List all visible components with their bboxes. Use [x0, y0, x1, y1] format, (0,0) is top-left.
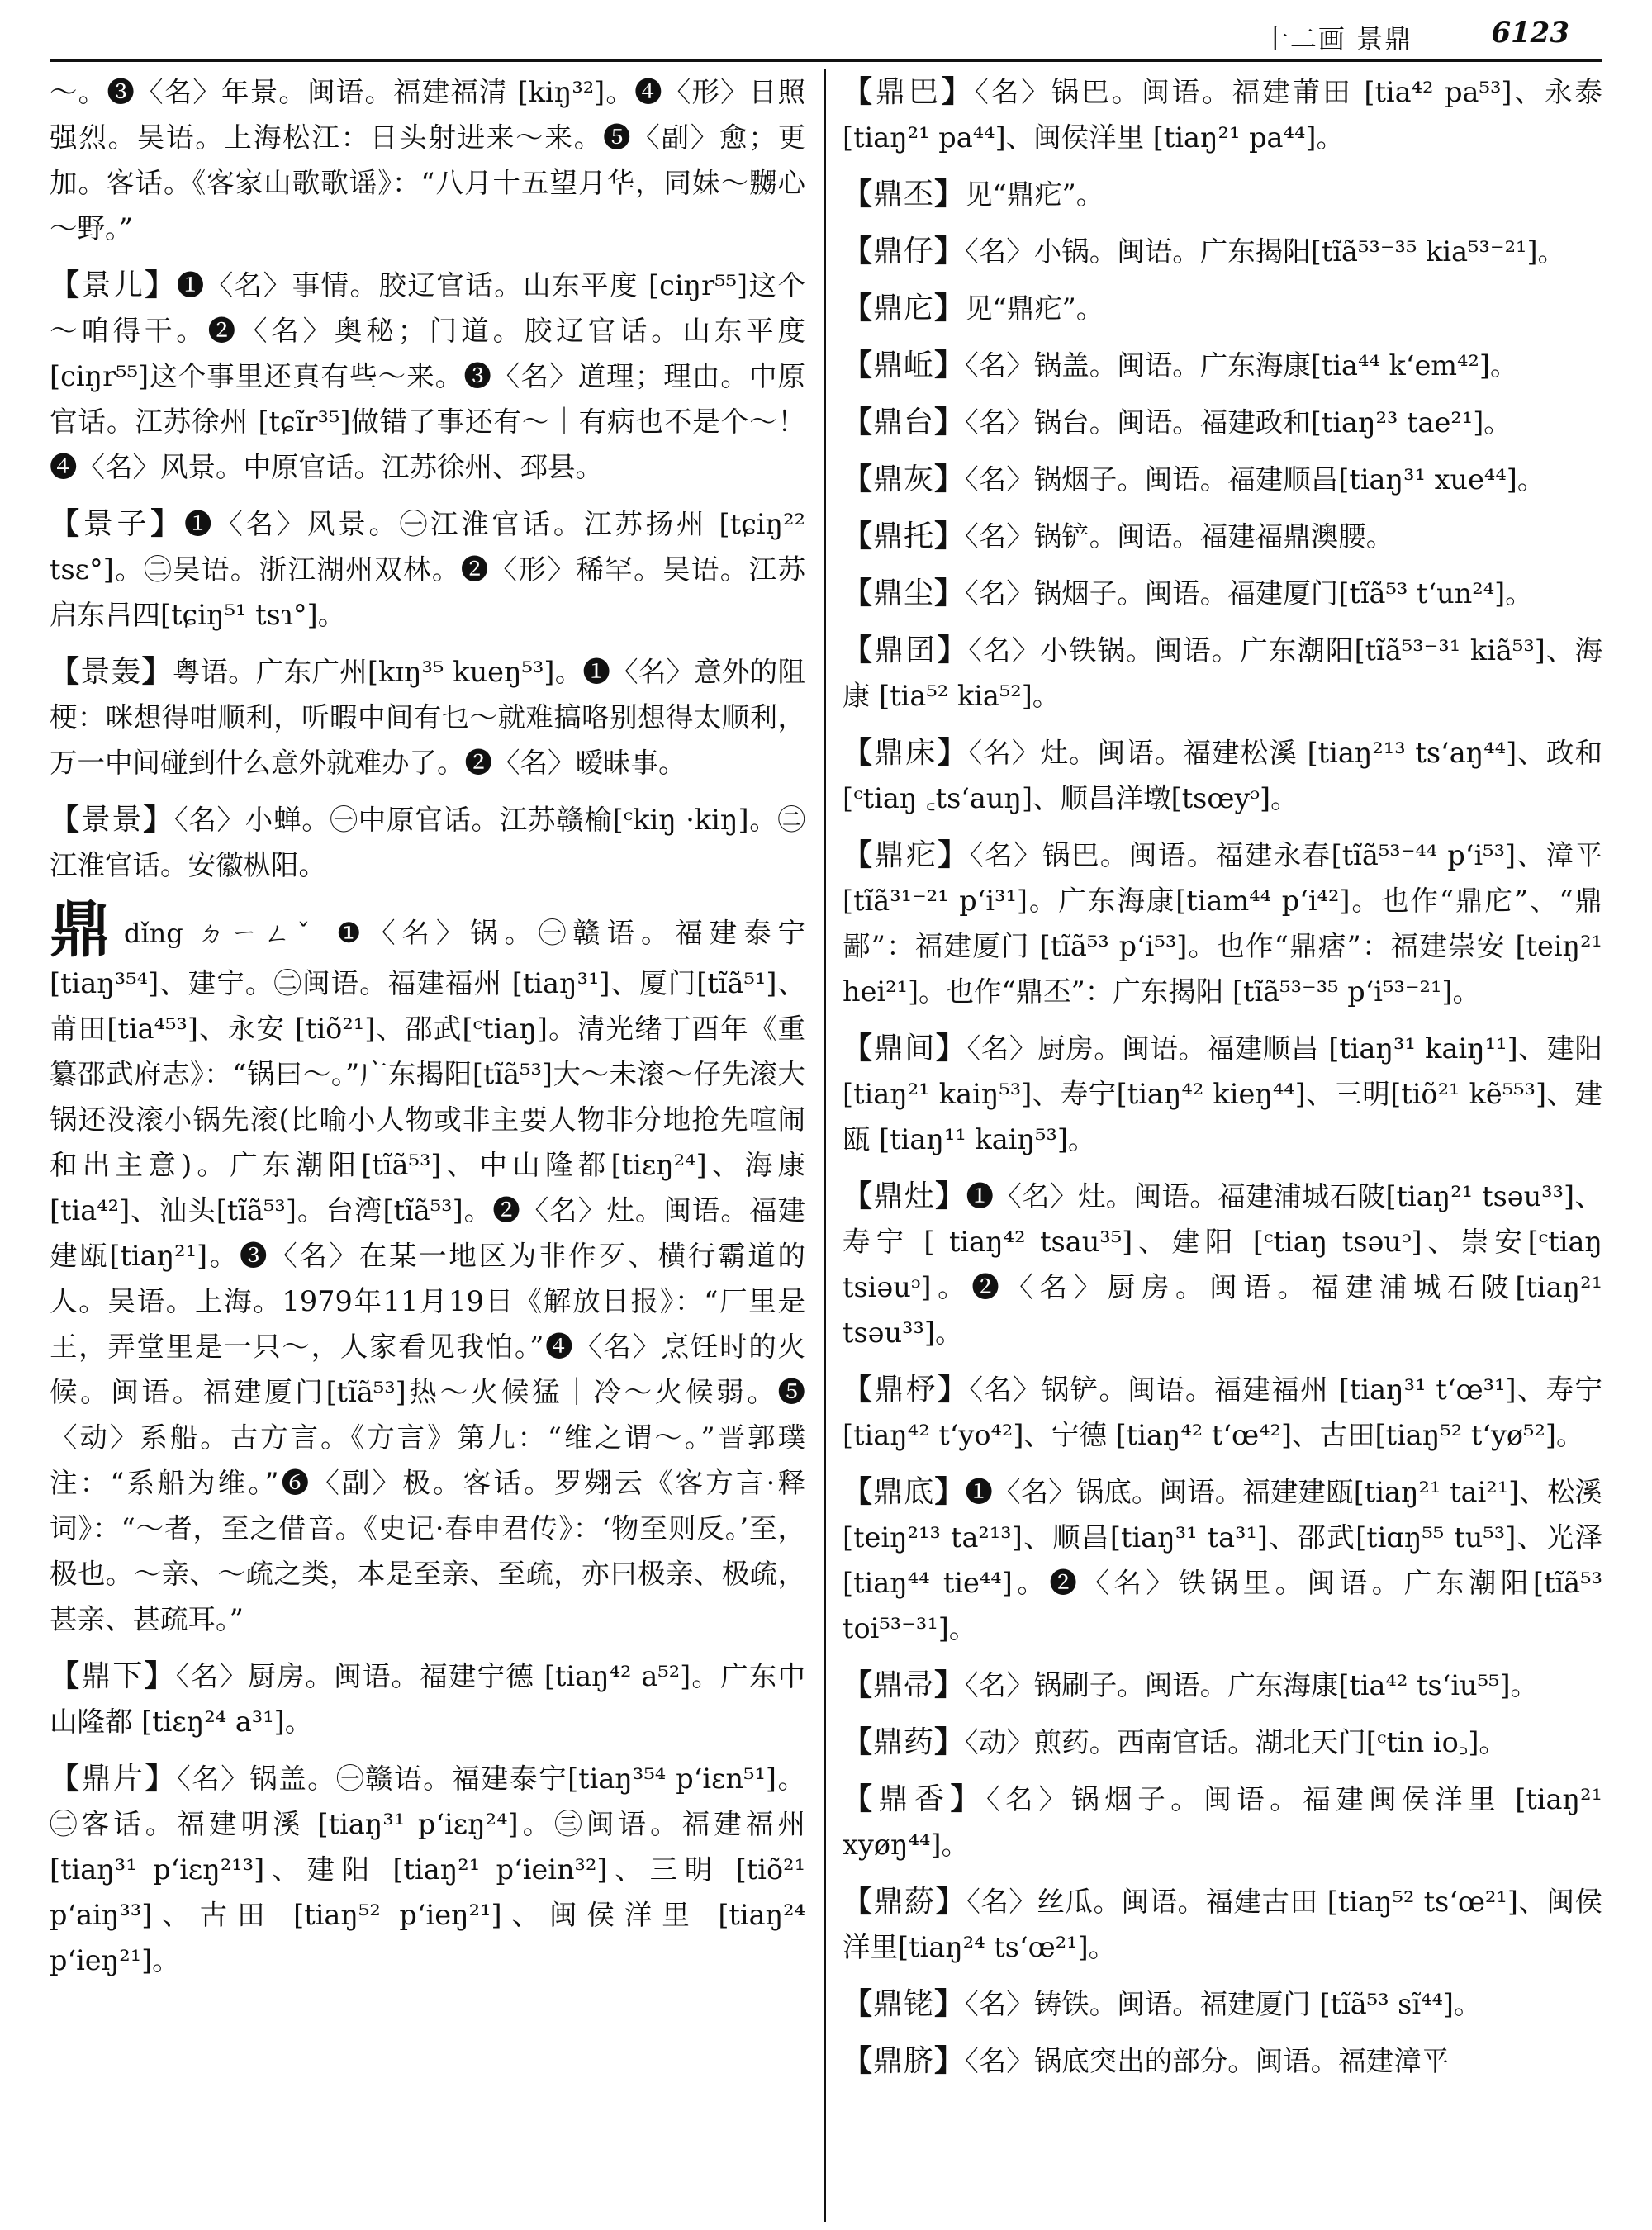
dictionary-entry — [843, 2038, 1602, 2084]
entry-definition: 粤语。广东广州[kɪŋ³⁵ kueŋ⁵³]。❶〈名〉意外的阻梗：咪想得咁顺利，听暇中间有乜～就难搞咯别想得太顺利，万一中间碰到什么意外就难办了。❷〈名〉暧昧事。 — [50, 656, 805, 779]
entry-definition: 〈名〉锅盖。㊀赣语。福建泰宁[tiaŋ³⁵⁴ pʻiɛn⁵¹]。㊁客话。福建明溪 [tiaŋ³¹ pʻiɛŋ²⁴]。㊂闽语。福建福州 [tiaŋ³¹ pʻiɛŋ²¹³]、建阳 [tiaŋ²¹ pʻiein³²]、三明 [tiõ²¹ pʻaiŋ³³]、古田 [tiaŋ⁵² pʻieŋ²¹]、闽侯洋里 [tiaŋ²⁴ pʻieŋ²¹]。 — [50, 1763, 805, 1976]
entry-definition: 〈名〉锅刷子。闽语。广东海康[tia⁴² tsʻiu⁵⁵]。 — [965, 1669, 1539, 1701]
entry-headword: 【鼎庀】 — [843, 292, 966, 325]
entry-definition: 〈名〉小锅。闽语。广东揭阳[tĩã⁵³⁻³⁵ kia⁵³⁻²¹]。 — [965, 235, 1566, 268]
dictionary-entry — [843, 343, 1602, 388]
pinyin: dǐng ㄉㄧㄥˇ — [123, 918, 332, 949]
dictionary-entry — [50, 1654, 805, 1744]
entry-definition: 〈名〉锅烟子。闽语。福建厦门[tĩã⁵³ tʻun²⁴]。 — [965, 577, 1533, 610]
entry-definition: 〈名〉锅巴。闽语。福建永春[tĩã⁵³⁻⁴⁴ pʻi⁵³]、漳平[tĩã³¹⁻²¹ pʻi³¹]。广东海康[tiam⁴⁴ pʻi⁴²]。也作“鼎庀”、“鼎鄙”：福建厦门 [tĩã⁵³ pʻi⁵³]。也作“鼎痞”：福建崇安 [teiŋ²¹ hei²¹]。也作“鼎丕”：广东揭阳 [tĩã⁵³⁻³⁵ pʻi⁵³⁻²¹]。 — [843, 839, 1602, 1008]
entry-headword: 【鼎铑】 — [843, 1987, 966, 2021]
entry-definition: 〈名〉锅铲。闽语。福建福州 [tiaŋ³¹ tʻœ³¹]、寿宁 [tiaŋ⁴² tʻyo⁴²]、宁德 [tiaŋ⁴² tʻœ⁴²]、古田[tiaŋ⁵² tʻyø⁵²]。 — [843, 1374, 1602, 1451]
entry-definition: 〈名〉厨房。闽语。福建宁德 [tiaŋ⁴² a⁵²]。广东中山隆都 [tiɛŋ²⁴ a³¹]。 — [50, 1660, 805, 1738]
entry-definition: ～。❸〈名〉年景。闽语。福建福清 [kiŋ³²]。❹〈形〉日照强烈。吴语。上海松江：日头射进来～来。❺〈副〉愈；更加。客话。《客家山歌歌谣》：“八月十五望月华，同妹～嬲心～野。” — [50, 76, 805, 244]
entry-definition: 见“鼎疕”。 — [965, 292, 1104, 325]
entry-definition: 〈名〉锅烟子。闽语。福建闽侯洋里 [tiaŋ²¹ xyøŋ⁴⁴]。 — [843, 1783, 1602, 1861]
entry-headword: 【鼎灰】 — [843, 463, 966, 496]
entry-headword: 【鼎间】 — [843, 1032, 967, 1065]
entry-headword: 【景儿】 — [50, 268, 177, 302]
entry-headword: 【鼎囝】 — [843, 633, 969, 667]
dictionary-entry — [843, 514, 1602, 559]
entry-headword: 【景景】 — [50, 803, 174, 837]
dictionary-entry — [843, 1663, 1602, 1708]
entry-definition: 〈名〉锅台。闽语。福建政和[tiaŋ²³ tae²¹]。 — [965, 406, 1512, 439]
entry-headword: 【景子】 — [50, 507, 184, 541]
dictionary-entry — [50, 1756, 805, 1983]
dictionary-entry — [50, 649, 805, 785]
entry-headword: 【鼎底】 — [843, 1475, 966, 1509]
entry-headword: 【鼎药】 — [843, 1725, 966, 1759]
entry-definition: 〈名〉小铁锅。闽语。广东潮阳[tĩã⁵³⁻³¹ kiã⁵³]、海康 [tia⁵² kia⁵²]。 — [843, 634, 1602, 712]
entry-headword: 【鼎片】 — [50, 1762, 177, 1796]
dictionary-entry — [843, 1777, 1602, 1867]
dictionary-entry — [843, 1026, 1602, 1162]
entry-definition: 〈名〉锅烟子。闽语。福建顺昌[tiaŋ³¹ xue⁴⁴]。 — [965, 463, 1545, 496]
dictionary-entry — [843, 1981, 1602, 2027]
entry-headword: 【鼎灶】 — [843, 1179, 966, 1213]
entry-definition: 〈名〉小蝉。㊀中原官话。江苏赣榆[ᶜkiŋ ·kiŋ]。㊁江淮官话。安徽枞阳。 — [50, 804, 805, 881]
entry-headword: 【鼎杼】 — [843, 1373, 970, 1407]
entry-headword: 【鼎疕】 — [843, 838, 970, 872]
entry-headword: 【鼎台】 — [843, 406, 966, 439]
dictionary-entry — [843, 1879, 1602, 1970]
dictionary-entry — [50, 263, 805, 490]
entry-headword: 【鼎脐】 — [843, 2044, 966, 2078]
entry-headword: 【景轰】 — [50, 655, 173, 689]
entry-definition: 〈名〉锅巴。闽语。福建莆田 [tia⁴² pa⁵³]、永泰[tiaŋ²¹ pa⁴⁴]、闽侯洋里 [tiaŋ²¹ pa⁴⁴]。 — [843, 76, 1602, 154]
dictionary-entry — [843, 1469, 1602, 1651]
left-column — [50, 69, 805, 2222]
dictionary-entry — [50, 69, 805, 251]
dictionary-entry — [843, 833, 1602, 1014]
dictionary-entry — [843, 1720, 1602, 1765]
dictionary-entry — [843, 172, 1602, 217]
entry-headword: 【鼎帚】 — [843, 1668, 966, 1702]
dictionary-entry — [843, 457, 1602, 502]
dictionary-entry — [50, 894, 806, 1642]
entry-definition: 〈名〉锅铲。闽语。福建福鼎澳腰。 — [965, 520, 1394, 553]
entry-definition: 〈名〉锅盖。闽语。广东海康[tia⁴⁴ kʻem⁴²]。 — [965, 349, 1518, 382]
character-headword: 鼎 — [50, 894, 117, 966]
page-number: 6123 — [1491, 17, 1569, 50]
entry-definition: 〈动〉煎药。西南官话。湖北天门[ᶜtin io꜆]。 — [965, 1726, 1507, 1758]
dictionary-entry — [843, 628, 1602, 719]
dictionary-entry — [843, 400, 1602, 445]
dictionary-entry — [843, 69, 1602, 160]
entry-headword: 【鼎尘】 — [843, 576, 966, 610]
dictionary-entry — [843, 730, 1602, 821]
entry-headword: 【鼎丕】 — [843, 178, 966, 211]
dictionary-entry — [843, 1367, 1602, 1458]
entry-definition: 〈名〉厨房。闽语。福建顺昌 [tiaŋ³¹ kaiŋ¹¹]、建阳 [tiaŋ²¹ kaiŋ⁵³]、寿宁[tiaŋ⁴² kieŋ⁴⁴]、三明[tiõ²¹ kẽ⁵⁵³]、建瓯 [tiaŋ¹¹ kaiŋ⁵³]。 — [843, 1032, 1602, 1155]
dictionary-entry — [50, 501, 805, 638]
dictionary-entry — [843, 229, 1602, 274]
entry-headword: 【鼎香】 — [843, 1782, 986, 1816]
column-divider — [824, 69, 826, 2222]
dictionary-entry — [843, 286, 1602, 331]
dictionary-entry — [843, 571, 1602, 616]
entry-definition: 见“鼎疕”。 — [965, 178, 1104, 211]
entry-definition: ❶〈名〉锅。㊀赣语。福建泰宁[tiaŋ³⁵⁴]、建宁。㊁闽语。福建福州 [tiaŋ³¹]、厦门[tĩã⁵¹]、莆田[tia⁴⁵³]、永安 [tiõ²¹]、邵武[ᶜtiaŋ]。清光绪丁酉年《重纂邵武府志》：“锅曰～。”广东揭阳[tĩã⁵³]大～未滚～仔先滚大锅还没滚小锅先滚(比喻小人物或非主要人物非分地抢先喧闹和出主意)。广东潮阳[tĩã⁵³]、中山隆都[tiɛŋ²⁴]、海康[tia⁴²]、汕头[tĩã⁵³]。台湾[tĩã⁵³]。❷〈名〉灶。闽语。福建建瓯[tiaŋ²¹]。❸〈名〉在某一地区为非作歹、横行霸道的人。吴语。上海。1979年11月19日《解放日报》：“厂里是王，弄堂里是一只～，人家看见我怕。”❹〈名〉烹饪时的火候。闽语。福建厦门[tĩã⁵³]热～火候猛｜冷～火候弱。❺〈动〉系船。古方言。《方言》第九：“维之谓～。”晋郭璞注：“系船为维。”❻〈副〉极。客话。罗翙云《客方言·释词》：“～者，至之借音。《史记·春申君传》：‘物至则反。’至，极也。～亲、～疏之类，本是至亲、至疏，亦曰极亲、极疏，甚亲、甚疏耳。” — [50, 917, 806, 1635]
entry-definition: ❶〈名〉灶。闽语。福建浦城石陂[tiaŋ²¹ tsəu³³]、寿宁 [ tiaŋ⁴² tsau³⁵]、建阳 [ᶜtiaŋ tsəuᵓ]、崇安[ᶜtiaŋ tsiəuᵓ]。❷〈名〉厨房。闽语。福建浦城石陂[tiaŋ²¹ tsəu³³]。 — [843, 1180, 1602, 1349]
entry-definition: 〈名〉灶。闽语。福建松溪 [tiaŋ²¹³ tsʻaŋ⁴⁴]、政和[ᶜtiaŋ ꜀tsʻauŋ]、顺昌洋墩[tsœyᵓ]。 — [843, 737, 1602, 814]
entry-headword: 【鼎蒶】 — [843, 1885, 967, 1919]
entry-headword: 【鼎床】 — [843, 736, 969, 770]
entry-definition: 〈名〉铸铁。闽语。福建厦门 [tĩã⁵³ sĩ⁴⁴]。 — [965, 1988, 1482, 2020]
entry-definition: 〈名〉锅底突出的部分。闽语。福建漳平 — [965, 2045, 1450, 2077]
right-column — [843, 69, 1602, 2222]
page-header — [50, 12, 1602, 62]
dictionary-entry — [843, 1174, 1602, 1355]
entry-definition: ❶〈名〉锅底。闽语。福建建瓯[tiaŋ²¹ tai²¹]、松溪[teiŋ²¹³ ta²¹³]、顺昌[tiaŋ³¹ ta³¹]、邵武[tiɑŋ⁵⁵ tu⁵³]、光泽 [tiaŋ⁴⁴ tie⁴⁴]。❷〈名〉铁锅里。闽语。广东潮阳[tĩã⁵³ toi⁵³⁻³¹]。 — [843, 1476, 1602, 1644]
entry-headword: 【鼎岴】 — [843, 349, 966, 382]
entry-definition: 〈名〉丝瓜。闽语。福建古田 [tiaŋ⁵² tsʻœ²¹]、闽侯洋里[tiaŋ²⁴ tsʻœ²¹]。 — [843, 1886, 1602, 1963]
entry-definition: ❶〈名〉风景。㊀江淮官话。江苏扬州 [tɕiŋ²² tsɛ°]。㊁吴语。浙江湖州双林。❷〈形〉稀罕。吴语。江苏启东吕四[tɕiŋ⁵¹ tsɿ°]。 — [50, 508, 805, 631]
entry-headword: 【鼎仔】 — [843, 235, 966, 268]
dictionary-entry — [50, 797, 805, 888]
running-head: 十二画 景鼎 — [1261, 23, 1412, 55]
entry-headword: 【鼎托】 — [843, 520, 966, 553]
entry-headword: 【鼎巴】 — [843, 75, 975, 109]
entry-definition: ❶〈名〉事情。胶辽官话。山东平度 [ciŋr⁵⁵]这个～咱得干。❷〈名〉奥秘；门道。胶辽官话。山东平度[ciŋr⁵⁵]这个事里还真有些～来。❸〈名〉道理；理由。中原官话。江苏徐州 [tɕĩr³⁵]做错了事还有～｜有病也不是个～！❹〈名〉风景。中原官话。江苏徐州、邳县。 — [50, 269, 805, 483]
entry-headword: 【鼎下】 — [50, 1659, 176, 1693]
